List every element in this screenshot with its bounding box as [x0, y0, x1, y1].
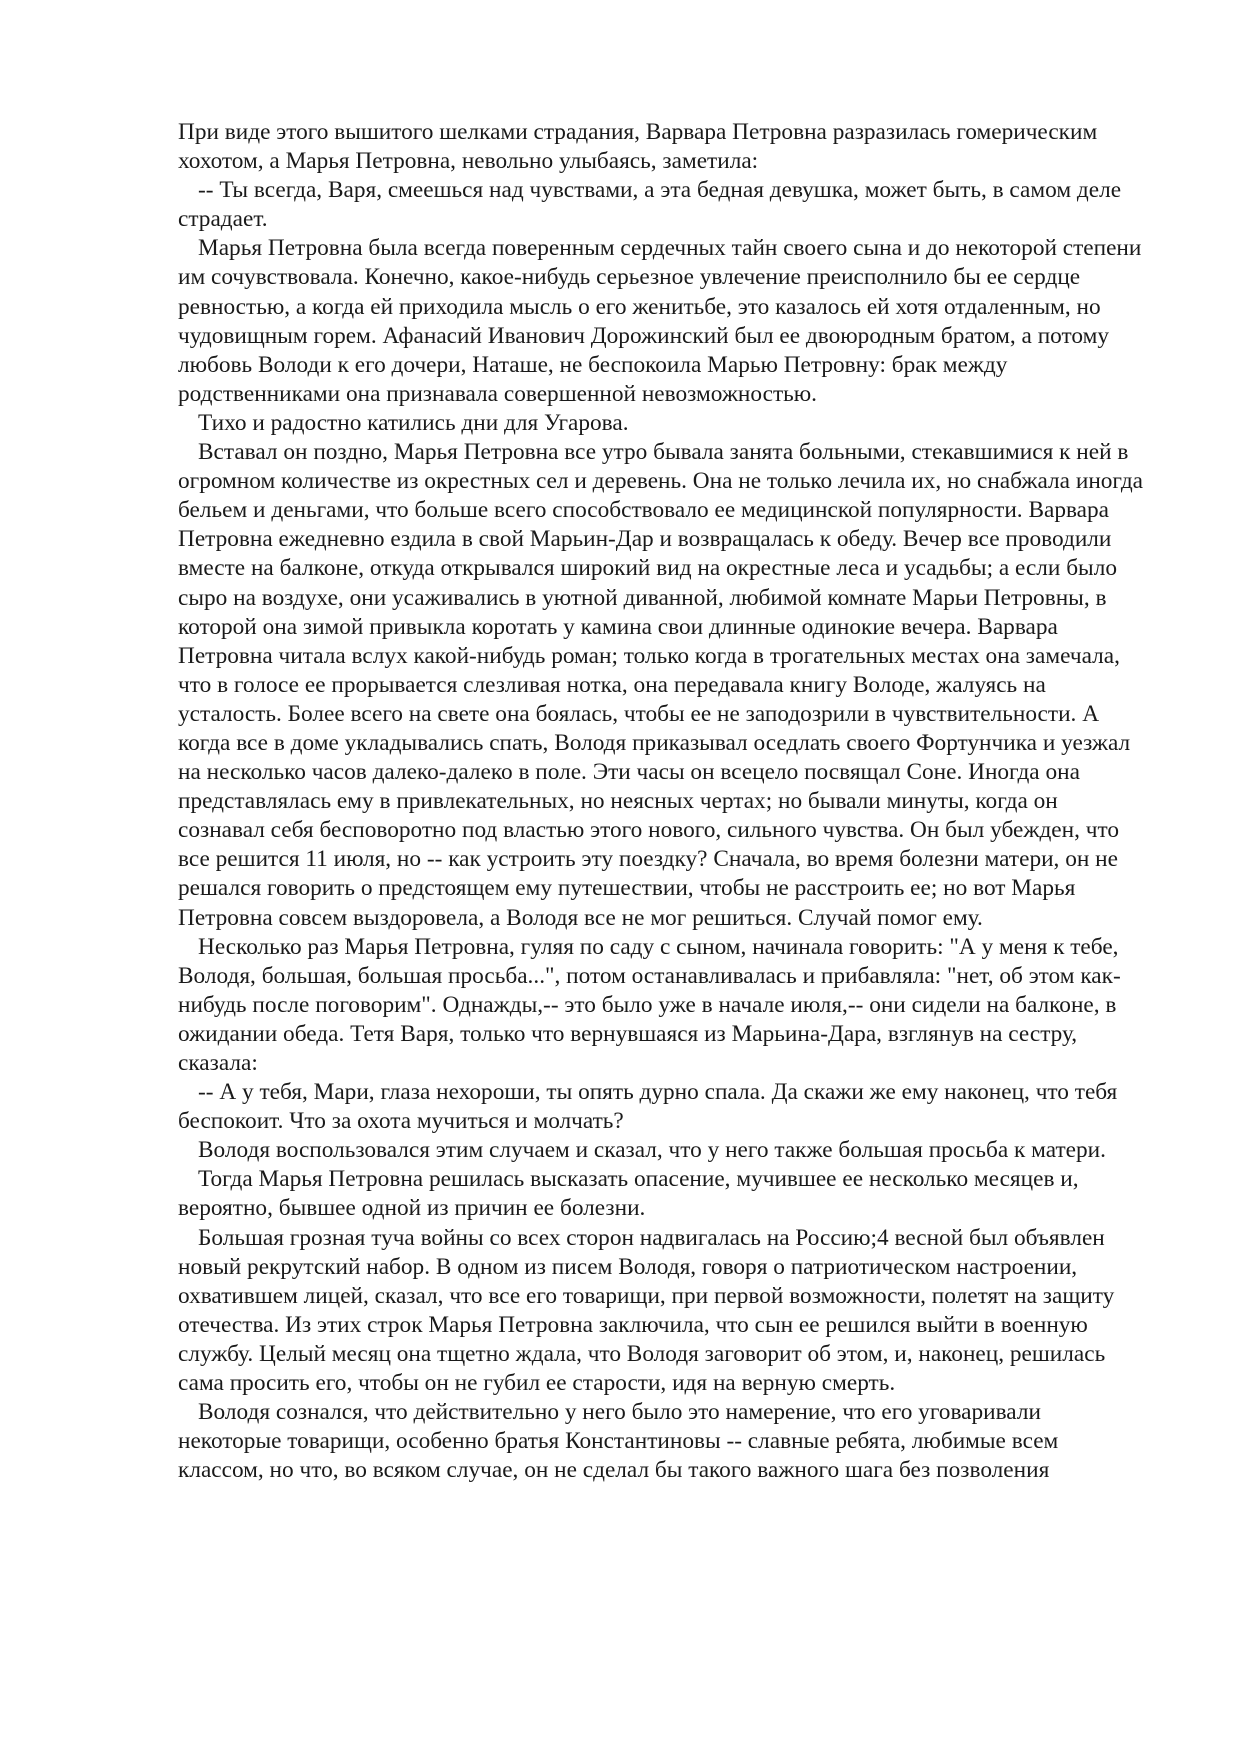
paragraph: -- Ты всегда, Варя, смеешься над чувствами, а эта бедная девушка, может быть, в самом деле страдает. [178, 177, 1122, 233]
body-text [178, 118, 1148, 1485]
paragraph: Большая грозная туча войны со всех сторон надвигалась на Россию;4 весной был объявлен новый рекрутский набор. В одном из писем Володя, говоря о патриотическом настроении, охватившем лицей, сказал, что все его товарищи, при первой возможности, полетят на защиту отечества. Из этих строк Марья Петровна заключила, что сын ее решился выйти в военную службу. Целый месяц она тщетно ждала, что Володя заговорит об этом, и, наконец, решилась сама просить его, чтобы он не губил ее старости, идя на верную смерть. [178, 1224, 1115, 1397]
paragraph: -- А у тебя, Мари, глаза нехороши, ты опять дурно спала. Да скажи же ему наконец, что тебя беспокоит. Что за охота мучиться и молчать? [178, 1079, 1118, 1135]
paragraph: Несколько раз Марья Петровна, гуляя по саду с сыном, начинала говорить: "А у меня к тебе, Володя, большая, большая просьба...", потом останавливалась и прибавляла: "нет, об этом как-нибудь после поговорим". Однажды,-- это было уже в начале июля,-- они сидели на балконе, в ожидании обеда. Тетя Варя, только что вернувшаяся из Марьина-Дара, взглянув на сестру, сказала: [178, 933, 1121, 1076]
paragraph: Тогда Марья Петровна решилась высказать опасение, мучившее ее несколько месяцев и, вероятно, бывшее одной из причин ее болезни. [178, 1166, 1079, 1222]
paragraph: Вставал он поздно, Марья Петровна все утро бывала занята больными, стекавшимися к ней в огромном количестве из окрестных сел и деревень. Она не только лечила их, но снабжала иногда бельем и деньгами, что больше всего способствовало ее медицинской популярности. Варвара Петровна ежедневно ездила в свой Марьин-Дар и возвращалась к обеду. Вечер все проводили вместе на балконе, откуда открывался широкий вид на окрестные леса и усадьбы; а если было сыро на воздухе, они усаживались в уютной диванной, любимой комнате Марьи Петровны, в которой она зимой привыкла коротать у камина свои длинные одинокие вечера. Варвара Петровна читала вслух какой-нибудь роман; только когда в трогательных местах она замечала, что в голосе ее прорывается слезливая нотка, она передавала книгу Володе, жалуясь на усталость. Более всего на свете она боялась, чтобы ее не заподозрили в чувствительности. А когда все в доме укладывались спать, Володя приказывал оседлать своего Фортунчика и уезжал на несколько часов далеко-далеко в поле. Эти часы он всецело посвящал Соне. Иногда она представлялась ему в привлекательных, но неясных чертах; но бывали минуты, когда он сознавал себя бесповоротно под властью этого нового, сильного чувства. Он был убежден, что все решится 11 июля, но -- как устроить эту поездку? Сначала, во время болезни матери, он не решался говорить о предстоящем ему путешествии, чтобы не расстроить ее; но вот Марья Петровна совсем выздоровела, а Володя все не мог решиться. Случай помог ему. [178, 439, 1144, 931]
paragraph: Володя сознался, что действительно у него было это намерение, что его уговаривали некоторые товарищи, особенно братья Константиновы -- славные ребята, любимые всем классом, но что, во всяком случае, он не сделал бы такого важного шага без позволения [178, 1399, 1059, 1484]
paragraph: Володя воспользовался этим случаем и сказал, что у него также большая просьба к матери. [198, 1137, 1106, 1164]
paragraph: Тихо и радостно катились дни для Угарова. [198, 409, 629, 436]
paragraph: При виде этого вышитого шелками страдания, Варвара Петровна разразилась гомерическим хохотом, а Марья Петровна, невольно улыбаясь, заметила: [178, 119, 1098, 175]
paragraph: Марья Петровна была всегда поверенным сердечных тайн своего сына и до некоторой степени им сочувствовала. Конечно, какое-нибудь серьезное увлечение преисполнило бы ее сердце ревностью, а когда ей приходила мысль о его женитьбе, это казалось ей хотя отдаленным, но чудовищным горем. Афанасий Иванович Дорожинский был ее двоюродным братом, а потому любовь Володи к его дочери, Наташе, не беспокоила Марью Петровну: брак между родственниками она признавала совершенной невозможностью. [178, 235, 1142, 407]
